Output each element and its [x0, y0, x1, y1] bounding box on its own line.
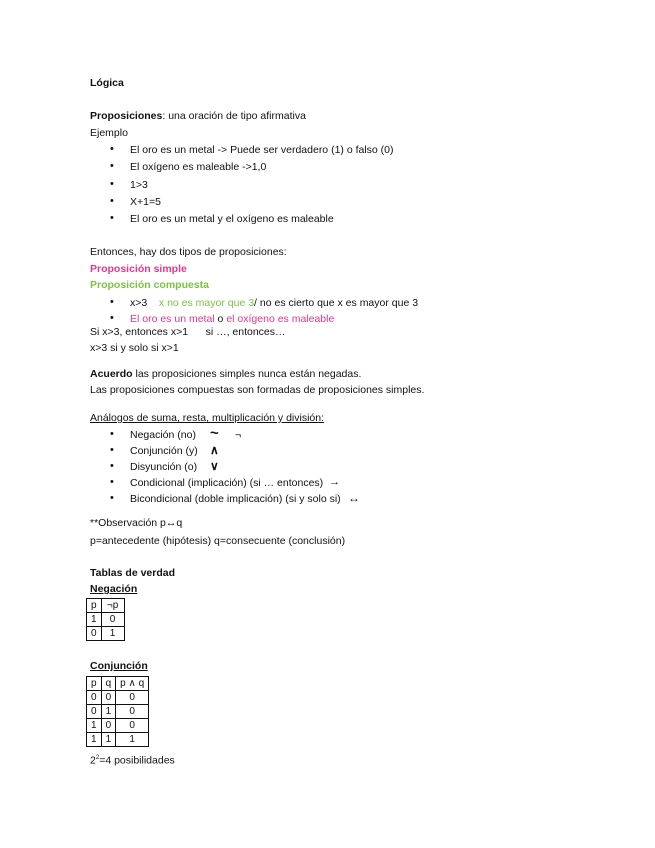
table-cell: 0: [87, 627, 102, 641]
table-cell: 0: [101, 613, 124, 627]
list-item: Conjunción (y): [130, 445, 198, 457]
table-cell: 1: [101, 733, 116, 747]
agreement-text: las proposiciones simples nunca están negadas.: [132, 368, 362, 380]
table-cell: 0: [116, 705, 149, 719]
arrow-right-icon: →: [329, 476, 340, 488]
table-cell: 1: [87, 733, 102, 747]
list-item: El oro es un metal -> Puede ser verdadero (1) o falso (0): [130, 144, 394, 156]
table-row: [87, 677, 149, 691]
table-row: [87, 733, 149, 747]
list-item: Bicondicional (doble implicación) (si y solo si): [130, 493, 341, 505]
bullet-icon: •: [110, 460, 114, 472]
bullet-icon: •: [110, 160, 114, 172]
table-row: [87, 705, 149, 719]
possibilities-note: [90, 755, 175, 766]
list-item: [130, 314, 334, 325]
bullet-icon: •: [110, 428, 114, 440]
and-icon: ∧: [210, 443, 219, 457]
example-label: Ejemplo: [90, 127, 128, 139]
list-item: 1>3: [130, 179, 148, 191]
types-intro: Entonces, hay dos tipos de proposiciones:: [90, 246, 287, 258]
negated-example: x no es mayor que 3: [158, 297, 255, 309]
table-cell: 0: [101, 719, 116, 733]
table-header: ¬p: [101, 599, 124, 613]
bullet-icon: •: [110, 212, 114, 224]
bullet-icon: •: [110, 296, 114, 308]
bullet-icon: •: [110, 492, 114, 504]
conditional-example: Si x>3, entonces x>1 si …, entonces…: [90, 326, 286, 338]
table-cell: 0: [87, 705, 102, 719]
page-title: Lógica: [90, 77, 124, 89]
simple-example: x>3: [130, 297, 148, 309]
footnote-text: =4 posibilidades: [99, 754, 175, 767]
antecedent-consequent: p=antecedente (hipótesis) q=consecuente (conclusión): [90, 535, 346, 547]
observation-line: **Observación p↔q: [90, 517, 183, 529]
footnote-base: 2: [90, 754, 96, 767]
list-item: Condicional (implicación) (si … entonces): [130, 477, 324, 489]
agreement-line-2: Las proposiciones compuestas son formadas de proposiciones simples.: [90, 384, 425, 396]
table-row: [87, 691, 149, 705]
negated-example-rest: / no es cierto que x es mayor que 3: [254, 297, 419, 309]
compound-connector: o: [214, 313, 227, 325]
table-header: p: [87, 599, 102, 613]
footnote-exponent: 2: [95, 755, 100, 761]
compound-proposition-label: Proposición compuesta: [90, 279, 210, 291]
propositions-definition: [90, 111, 306, 122]
compound-part-2: el oxígeno es maleable: [226, 313, 335, 325]
table-header: p: [87, 677, 102, 691]
list-item: El oro es un metal y el oxígeno es maleable: [130, 213, 334, 225]
table-cell: 0: [116, 691, 149, 705]
negation-symbol: ¬: [235, 429, 242, 441]
agreement-line: [90, 369, 361, 380]
negation-table: [86, 598, 125, 641]
compound-part-1: El oro es un metal: [130, 313, 215, 325]
table-cell: 0: [87, 691, 102, 705]
biconditional-example: x>3 si y solo si x>1: [90, 342, 179, 354]
table-row: [87, 719, 149, 733]
list-item: Negación (no): [130, 429, 196, 441]
table-header: q: [101, 677, 116, 691]
bullet-icon: •: [110, 312, 114, 324]
bullet-icon: •: [110, 476, 114, 488]
tilde-icon: ~: [210, 425, 219, 442]
bullet-icon: •: [110, 178, 114, 190]
propositions-definition-text: : una oración de tipo afirmativa: [162, 110, 306, 122]
agreement-heading: Acuerdo: [90, 368, 133, 380]
table-cell: 0: [116, 719, 149, 733]
table-row: [87, 613, 125, 627]
analogs-heading: Análogos de suma, resta, multiplicación y división:: [90, 412, 325, 424]
bullet-icon: •: [110, 444, 114, 456]
table-header: p ∧ q: [116, 677, 149, 691]
table-cell: 1: [101, 705, 116, 719]
simple-proposition-label: Proposición simple: [90, 263, 187, 275]
bullet-icon: •: [110, 195, 114, 207]
table-cell: 1: [116, 733, 149, 747]
table-cell: 1: [101, 627, 124, 641]
table-row: [87, 599, 125, 613]
table-row: [87, 627, 125, 641]
table-cell: 0: [101, 691, 116, 705]
or-icon: ∨: [210, 459, 219, 473]
propositions-heading: Proposiciones: [90, 110, 163, 122]
list-item: El oxígeno es maleable ->1,0: [130, 161, 267, 173]
negation-title: Negación: [90, 583, 138, 595]
truth-tables-heading: Tablas de verdad: [90, 567, 176, 579]
conjunction-table: [86, 676, 149, 747]
list-item: X+1=5: [130, 196, 161, 208]
bullet-icon: •: [110, 143, 114, 155]
table-cell: 1: [87, 613, 102, 627]
list-item: Disyunción (o): [130, 461, 198, 473]
table-cell: 1: [87, 719, 102, 733]
list-item: [130, 298, 418, 309]
double-arrow-icon: ↔: [348, 491, 360, 505]
conjunction-title: Conjunción: [90, 660, 148, 672]
